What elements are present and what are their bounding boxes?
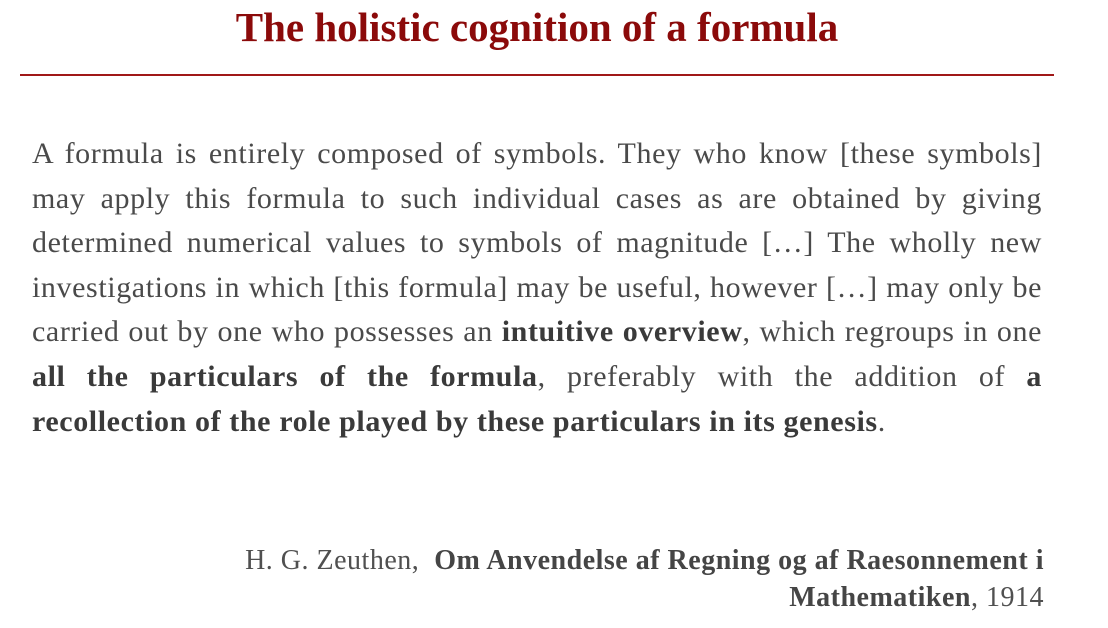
citation-work-title: Om Anvendelse af Regning og af Raesonnement i Mathematiken	[434, 545, 1044, 613]
title-divider	[20, 74, 1054, 76]
citation-year: , 1914	[971, 582, 1044, 613]
quote-text-4: .	[877, 404, 886, 438]
quote-emphasis-recollection: a recollection of the role played by these particulars in its genesis	[32, 359, 1042, 438]
quote-paragraph	[32, 132, 1042, 444]
quote-text-1: A formula is entirely composed of symbols. They who know [these symbols] may apply this formula to such individual cases as are obtained by giving determined numerical values to symbols of magnitude […] The wholly new investigations in which [this formula] may be useful, however […] may only be carried out by one who possesses an	[32, 137, 1042, 349]
quote-text-3: , preferably with the addition of	[537, 359, 1027, 393]
quote-emphasis-intuitive-overview: intuitive overview	[501, 315, 743, 349]
citation	[84, 542, 1044, 616]
quote-text-2: , which regroups in one	[742, 315, 1042, 349]
slide-title: The holistic cognition of a formula	[235, 4, 839, 50]
citation-author: H. G. Zeuthen,	[245, 545, 420, 576]
quote-emphasis-particulars: all the particulars of the formula	[32, 359, 538, 393]
